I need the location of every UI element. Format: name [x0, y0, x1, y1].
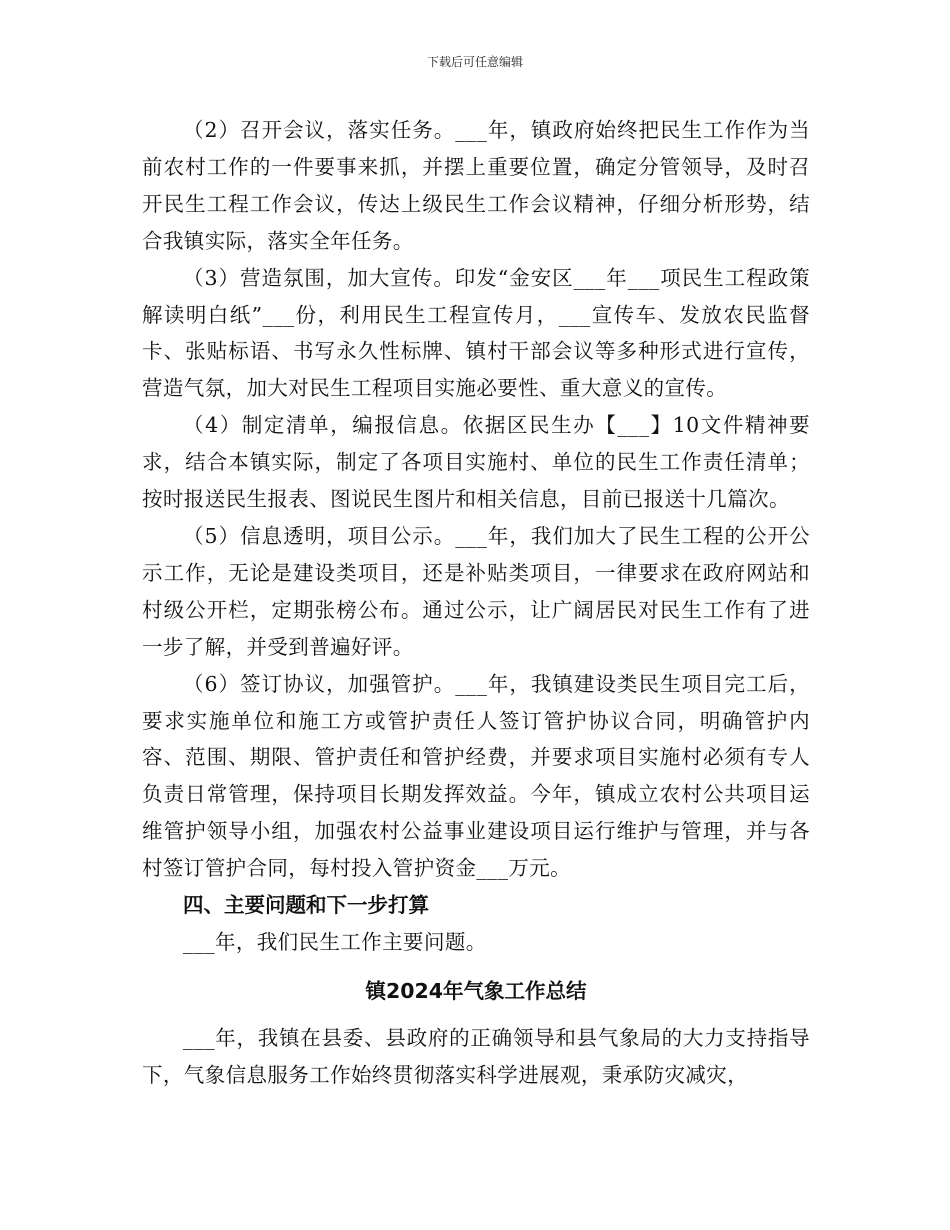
document-body: [142, 112, 810, 1094]
paragraph-agreement: （6）签订协议，加强管护。___年，我镇建设类民生项目完工后，要求实施单位和施工方或管护责任人签订管护协议合同，明确管护内容、范围、期限、管护责任和管护经费，并要求项目实施村必须有专人负责日常管理，保持项目长期发挥效益。今年，镇成立农村公共项目运维管护领导小组，加强农村公益事业建设项目运行维护与管理，并与各村签订管护合同，每村投入管护资金___万元。: [142, 671, 810, 881]
paragraph-weather-intro: ___年，我镇在县委、县政府的正确领导和县气象局的大力支持指导下，气象信息服务工作始终贯彻落实科学进展观，秉承防灾减灾，: [142, 1025, 810, 1087]
paragraph-checklist: （4）制定清单，编报信息。依据区民生办【___】10文件精神要求，结合本镇实际，制定了各项目实施村、单位的民生工作责任清单；按时报送民生报表、图说民生图片和相关信息，目前已报送十几篇次。: [142, 413, 810, 512]
paragraph-publicity: （3）营造氛围，加大宣传。印发“金安区___年___项民生工程政策解读明白纸”___份，利用民生工程宣传月，___宣传车、发放农民监督卡、张贴标语、书写永久性标牌、镇村干部会议等多种形式进行宣传，营造气氛，加大对民生工程项目实施必要性、重大意义的宣传。: [142, 265, 810, 401]
section-heading-problems: 四、主要问题和下一步打算: [183, 893, 429, 918]
page-header: 下载后可任意编辑: [426, 55, 523, 69]
paragraph-problems: ___年，我们民生工作主要问题。: [183, 929, 487, 954]
paragraph-meeting: （2）召开会议，落实任务。___年，镇政府始终把民生工作作为当前农村工作的一件要事来抓，并摆上重要位置，确定分管领导，及时召开民生工程工作会议，传达上级民生工作会议精神，仔细分析形势，结合我镇实际，落实全年任务。: [142, 118, 810, 253]
paragraph-transparency: （5）信息透明，项目公示。___年，我们加大了民生工程的公开公示工作，无论是建设类项目，还是补贴类项目，一律要求在政府网站和村级公开栏，定期张榜公布。通过公示，让广阔居民对民生工作有了进一步了解，并受到普遍好评。: [142, 523, 810, 659]
document-title: 镇2024年气象工作总结: [365, 978, 587, 1003]
